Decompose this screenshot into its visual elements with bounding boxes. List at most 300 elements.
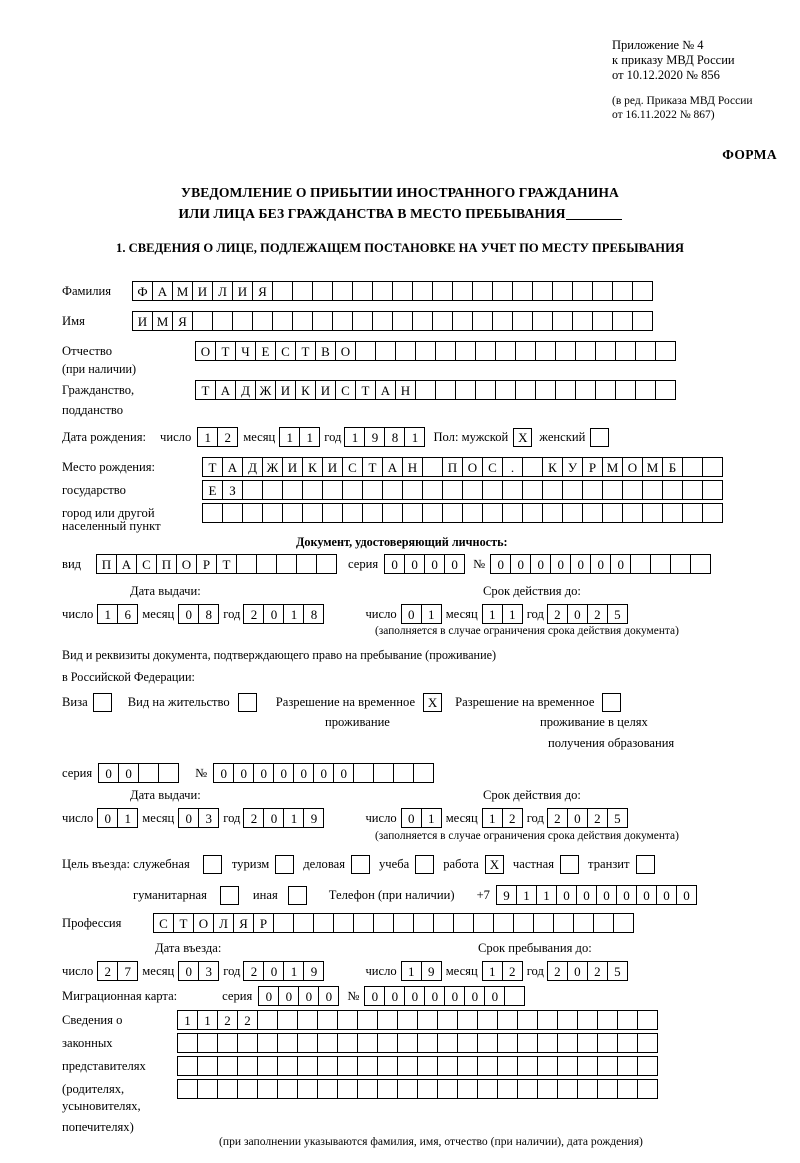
cell[interactable]: 5 bbox=[607, 604, 628, 624]
cell[interactable]: Т bbox=[295, 341, 316, 361]
cell[interactable]: Н bbox=[395, 380, 416, 400]
cell[interactable]: . bbox=[502, 457, 523, 477]
cell[interactable] bbox=[192, 311, 213, 331]
cell[interactable]: 1 bbox=[177, 1010, 198, 1030]
cell[interactable] bbox=[637, 1033, 658, 1053]
cell[interactable] bbox=[357, 1010, 378, 1030]
cell[interactable] bbox=[537, 1033, 558, 1053]
cell[interactable]: 8 bbox=[198, 604, 219, 624]
cell[interactable] bbox=[313, 913, 334, 933]
cell[interactable] bbox=[382, 503, 403, 523]
cell[interactable]: О bbox=[176, 554, 197, 574]
cell[interactable] bbox=[482, 480, 503, 500]
cell[interactable] bbox=[542, 480, 563, 500]
cell[interactable] bbox=[355, 341, 376, 361]
cell[interactable]: 1 bbox=[283, 808, 304, 828]
cell[interactable]: П bbox=[442, 457, 463, 477]
cell[interactable] bbox=[237, 1056, 258, 1076]
cell[interactable]: 0 bbox=[484, 986, 505, 1006]
patronymic-input[interactable] bbox=[195, 341, 675, 361]
cell[interactable] bbox=[372, 281, 393, 301]
entry-year-input[interactable] bbox=[243, 961, 323, 981]
cell[interactable]: З bbox=[222, 480, 243, 500]
cell[interactable] bbox=[332, 311, 353, 331]
cell[interactable] bbox=[622, 480, 643, 500]
cell[interactable] bbox=[257, 1079, 278, 1099]
citizenship-input[interactable] bbox=[195, 380, 675, 400]
cell[interactable]: 0 bbox=[444, 986, 465, 1006]
cell[interactable]: А bbox=[116, 554, 137, 574]
cell[interactable]: Т bbox=[355, 380, 376, 400]
cell[interactable] bbox=[437, 1056, 458, 1076]
cell[interactable]: 0 bbox=[567, 808, 588, 828]
cell[interactable]: 1 bbox=[97, 604, 118, 624]
profession-input[interactable] bbox=[153, 913, 633, 933]
cell[interactable] bbox=[217, 1033, 238, 1053]
cell[interactable] bbox=[375, 341, 396, 361]
cell[interactable]: 9 bbox=[364, 427, 385, 447]
cell[interactable] bbox=[472, 311, 493, 331]
cell[interactable] bbox=[477, 1010, 498, 1030]
cell[interactable]: А bbox=[382, 457, 403, 477]
stay-month-input[interactable] bbox=[482, 961, 522, 981]
cell[interactable] bbox=[617, 1033, 638, 1053]
cell[interactable] bbox=[197, 1033, 218, 1053]
cell[interactable] bbox=[493, 913, 514, 933]
cell[interactable]: 0 bbox=[444, 554, 465, 574]
permit-number-input[interactable] bbox=[213, 763, 433, 783]
cell[interactable] bbox=[342, 480, 363, 500]
cell[interactable]: Р bbox=[582, 457, 603, 477]
cell[interactable] bbox=[532, 311, 553, 331]
cell[interactable]: 0 bbox=[98, 763, 119, 783]
cell[interactable]: П bbox=[96, 554, 117, 574]
cell[interactable] bbox=[655, 380, 676, 400]
cell[interactable] bbox=[617, 1010, 638, 1030]
cell[interactable] bbox=[413, 913, 434, 933]
cell[interactable]: 0 bbox=[464, 986, 485, 1006]
cell[interactable] bbox=[593, 913, 614, 933]
cell[interactable]: 3 bbox=[198, 808, 219, 828]
cell[interactable] bbox=[577, 1056, 598, 1076]
permit-issue-day-input[interactable] bbox=[97, 808, 137, 828]
doc-issue-day-input[interactable] bbox=[97, 604, 137, 624]
cell[interactable]: 0 bbox=[178, 961, 199, 981]
cell[interactable]: Е bbox=[202, 480, 223, 500]
cell[interactable]: 0 bbox=[178, 808, 199, 828]
cell[interactable] bbox=[217, 1079, 238, 1099]
cell[interactable] bbox=[435, 341, 456, 361]
stay-day-input[interactable] bbox=[401, 961, 441, 981]
cell[interactable]: 2 bbox=[587, 604, 608, 624]
cell[interactable] bbox=[392, 311, 413, 331]
cell[interactable] bbox=[352, 311, 373, 331]
cell[interactable]: 1 bbox=[299, 427, 320, 447]
cell[interactable] bbox=[412, 311, 433, 331]
cell[interactable]: 2 bbox=[217, 427, 238, 447]
cell[interactable]: 0 bbox=[567, 961, 588, 981]
cell[interactable] bbox=[457, 1079, 478, 1099]
cell[interactable]: К bbox=[302, 457, 323, 477]
cell[interactable] bbox=[353, 913, 374, 933]
cell[interactable] bbox=[682, 503, 703, 523]
cell[interactable] bbox=[495, 341, 516, 361]
phone-input[interactable] bbox=[496, 885, 696, 905]
cell[interactable]: 2 bbox=[237, 1010, 258, 1030]
cell[interactable]: 1 bbox=[421, 808, 442, 828]
cell[interactable] bbox=[377, 1033, 398, 1053]
cell[interactable]: Д bbox=[235, 380, 256, 400]
cell[interactable]: 3 bbox=[198, 961, 219, 981]
cell[interactable]: О bbox=[622, 457, 643, 477]
cell[interactable] bbox=[455, 341, 476, 361]
cell[interactable] bbox=[415, 341, 436, 361]
cell[interactable]: Я bbox=[233, 913, 254, 933]
cell[interactable] bbox=[357, 1056, 378, 1076]
cell[interactable]: 0 bbox=[258, 986, 279, 1006]
cell[interactable] bbox=[257, 1033, 278, 1053]
cell[interactable] bbox=[537, 1056, 558, 1076]
sex-male-checkbox[interactable]: Х bbox=[513, 428, 532, 447]
cell[interactable]: Т bbox=[173, 913, 194, 933]
purpose-work-checkbox[interactable]: Х bbox=[485, 855, 504, 874]
cell[interactable] bbox=[138, 763, 159, 783]
cell[interactable]: 0 bbox=[596, 885, 617, 905]
cell[interactable] bbox=[572, 281, 593, 301]
cell[interactable] bbox=[555, 380, 576, 400]
cell[interactable]: 7 bbox=[117, 961, 138, 981]
sex-female-checkbox[interactable] bbox=[590, 428, 609, 447]
cell[interactable] bbox=[492, 311, 513, 331]
cell[interactable]: 1 bbox=[404, 427, 425, 447]
cell[interactable] bbox=[517, 1033, 538, 1053]
cell[interactable] bbox=[492, 281, 513, 301]
migration-number-input[interactable] bbox=[364, 986, 524, 1006]
cell[interactable]: Б bbox=[662, 457, 683, 477]
cell[interactable]: А bbox=[375, 380, 396, 400]
permit-issue-year-input[interactable] bbox=[243, 808, 323, 828]
cell[interactable]: 0 bbox=[263, 961, 284, 981]
cell[interactable] bbox=[577, 1079, 598, 1099]
cell[interactable] bbox=[337, 1010, 358, 1030]
cell[interactable] bbox=[262, 503, 283, 523]
cell[interactable] bbox=[577, 1033, 598, 1053]
cell[interactable] bbox=[537, 1079, 558, 1099]
cell[interactable] bbox=[562, 480, 583, 500]
entry-month-input[interactable] bbox=[178, 961, 218, 981]
cell[interactable] bbox=[582, 503, 603, 523]
cell[interactable] bbox=[613, 913, 634, 933]
cell[interactable]: 0 bbox=[570, 554, 591, 574]
cell[interactable] bbox=[452, 311, 473, 331]
cell[interactable]: 1 bbox=[197, 427, 218, 447]
cell[interactable] bbox=[197, 1079, 218, 1099]
cell[interactable] bbox=[417, 1033, 438, 1053]
doc-valid-year-input[interactable] bbox=[547, 604, 627, 624]
cell[interactable] bbox=[377, 1056, 398, 1076]
cell[interactable] bbox=[497, 1056, 518, 1076]
cell[interactable]: И bbox=[282, 457, 303, 477]
cell[interactable] bbox=[177, 1033, 198, 1053]
cell[interactable] bbox=[392, 281, 413, 301]
cell[interactable]: 2 bbox=[587, 808, 608, 828]
cell[interactable] bbox=[615, 341, 636, 361]
cell[interactable]: Т bbox=[202, 457, 223, 477]
cell[interactable]: 2 bbox=[547, 808, 568, 828]
cell[interactable]: 0 bbox=[567, 604, 588, 624]
cell[interactable]: С bbox=[153, 913, 174, 933]
cell[interactable] bbox=[597, 1010, 618, 1030]
cell[interactable] bbox=[422, 503, 443, 523]
cell[interactable] bbox=[522, 457, 543, 477]
permit-issue-month-input[interactable] bbox=[178, 808, 218, 828]
cell[interactable] bbox=[637, 1010, 658, 1030]
cell[interactable]: 0 bbox=[550, 554, 571, 574]
cell[interactable]: 8 bbox=[384, 427, 405, 447]
cell[interactable] bbox=[373, 913, 394, 933]
cell[interactable]: 0 bbox=[278, 986, 299, 1006]
cell[interactable]: 0 bbox=[233, 763, 254, 783]
cell[interactable] bbox=[457, 1056, 478, 1076]
purpose-business-checkbox[interactable] bbox=[351, 855, 370, 874]
cell[interactable]: 0 bbox=[178, 604, 199, 624]
cell[interactable]: 5 bbox=[607, 808, 628, 828]
cell[interactable] bbox=[462, 480, 483, 500]
cell[interactable] bbox=[273, 913, 294, 933]
cell[interactable] bbox=[302, 503, 323, 523]
cell[interactable] bbox=[495, 380, 516, 400]
cell[interactable] bbox=[557, 1056, 578, 1076]
cell[interactable] bbox=[632, 311, 653, 331]
cell[interactable] bbox=[575, 380, 596, 400]
cell[interactable]: С bbox=[335, 380, 356, 400]
cell[interactable]: 0 bbox=[404, 986, 425, 1006]
cell[interactable] bbox=[237, 1033, 258, 1053]
doc-valid-day-input[interactable] bbox=[401, 604, 441, 624]
cell[interactable] bbox=[442, 503, 463, 523]
permit-valid-year-input[interactable] bbox=[547, 808, 627, 828]
birth-month-input[interactable] bbox=[279, 427, 319, 447]
cell[interactable]: 0 bbox=[97, 808, 118, 828]
cell[interactable] bbox=[277, 1056, 298, 1076]
cell[interactable] bbox=[437, 1033, 458, 1053]
cell[interactable]: Е bbox=[255, 341, 276, 361]
cell[interactable] bbox=[475, 341, 496, 361]
cell[interactable]: 1 bbox=[344, 427, 365, 447]
cell[interactable]: 0 bbox=[318, 986, 339, 1006]
cell[interactable]: О bbox=[195, 341, 216, 361]
cell[interactable]: С bbox=[342, 457, 363, 477]
cell[interactable] bbox=[650, 554, 671, 574]
cell[interactable] bbox=[282, 480, 303, 500]
cell[interactable]: 2 bbox=[217, 1010, 238, 1030]
cell[interactable] bbox=[572, 311, 593, 331]
cell[interactable] bbox=[397, 1056, 418, 1076]
cell[interactable] bbox=[232, 311, 253, 331]
cell[interactable] bbox=[635, 380, 656, 400]
cell[interactable]: 1 bbox=[197, 1010, 218, 1030]
cell[interactable]: С bbox=[275, 341, 296, 361]
cell[interactable]: П bbox=[156, 554, 177, 574]
cell[interactable] bbox=[442, 480, 463, 500]
cell[interactable] bbox=[197, 1056, 218, 1076]
cell[interactable]: Р bbox=[253, 913, 274, 933]
cell[interactable] bbox=[537, 1010, 558, 1030]
cell[interactable] bbox=[515, 380, 536, 400]
cell[interactable] bbox=[502, 480, 523, 500]
cell[interactable] bbox=[670, 554, 691, 574]
cell[interactable] bbox=[357, 1033, 378, 1053]
cell[interactable] bbox=[333, 913, 354, 933]
cell[interactable]: В bbox=[315, 341, 336, 361]
cell[interactable]: Д bbox=[242, 457, 263, 477]
cell[interactable]: К bbox=[295, 380, 316, 400]
cell[interactable]: 1 bbox=[516, 885, 537, 905]
cell[interactable]: Я bbox=[172, 311, 193, 331]
cell[interactable] bbox=[592, 311, 613, 331]
stay-year-input[interactable] bbox=[547, 961, 627, 981]
permit-series-input[interactable] bbox=[98, 763, 178, 783]
cell[interactable]: Ж bbox=[262, 457, 283, 477]
cell[interactable]: Т bbox=[195, 380, 216, 400]
cell[interactable]: 9 bbox=[496, 885, 517, 905]
cell[interactable] bbox=[582, 480, 603, 500]
cell[interactable] bbox=[455, 380, 476, 400]
edu-residence-checkbox[interactable] bbox=[602, 693, 621, 712]
cell[interactable] bbox=[397, 1033, 418, 1053]
cell[interactable] bbox=[555, 341, 576, 361]
cell[interactable] bbox=[252, 311, 273, 331]
cell[interactable] bbox=[382, 480, 403, 500]
cell[interactable] bbox=[422, 457, 443, 477]
cell[interactable] bbox=[517, 1010, 538, 1030]
cell[interactable] bbox=[433, 913, 454, 933]
cell[interactable]: 2 bbox=[502, 961, 523, 981]
cell[interactable] bbox=[535, 341, 556, 361]
legal-rep-input-line2[interactable] bbox=[177, 1033, 657, 1053]
cell[interactable] bbox=[322, 480, 343, 500]
cell[interactable] bbox=[422, 480, 443, 500]
cell[interactable]: 0 bbox=[610, 554, 631, 574]
cell[interactable] bbox=[393, 913, 414, 933]
cell[interactable] bbox=[595, 380, 616, 400]
cell[interactable]: Т bbox=[216, 554, 237, 574]
cell[interactable] bbox=[497, 1033, 518, 1053]
cell[interactable] bbox=[622, 503, 643, 523]
cell[interactable] bbox=[413, 763, 434, 783]
cell[interactable] bbox=[642, 503, 663, 523]
cell[interactable] bbox=[617, 1056, 638, 1076]
cell[interactable]: М bbox=[172, 281, 193, 301]
cell[interactable] bbox=[317, 1079, 338, 1099]
cell[interactable]: 2 bbox=[243, 808, 264, 828]
birth-day-input[interactable] bbox=[197, 427, 237, 447]
cell[interactable] bbox=[332, 281, 353, 301]
cell[interactable] bbox=[297, 1079, 318, 1099]
cell[interactable]: 0 bbox=[490, 554, 511, 574]
cell[interactable]: 0 bbox=[364, 986, 385, 1006]
cell[interactable]: У bbox=[562, 457, 583, 477]
cell[interactable] bbox=[402, 503, 423, 523]
cell[interactable]: Ж bbox=[255, 380, 276, 400]
cell[interactable]: А bbox=[215, 380, 236, 400]
cell[interactable] bbox=[373, 763, 394, 783]
cell[interactable] bbox=[602, 480, 623, 500]
cell[interactable]: 0 bbox=[556, 885, 577, 905]
cell[interactable] bbox=[502, 503, 523, 523]
cell[interactable] bbox=[497, 1079, 518, 1099]
cell[interactable] bbox=[575, 341, 596, 361]
cell[interactable] bbox=[702, 457, 723, 477]
cell[interactable] bbox=[236, 554, 257, 574]
cell[interactable]: 8 bbox=[303, 604, 324, 624]
doc-type-input[interactable] bbox=[96, 554, 336, 574]
cell[interactable]: 0 bbox=[404, 554, 425, 574]
cell[interactable]: 0 bbox=[384, 986, 405, 1006]
cell[interactable] bbox=[592, 281, 613, 301]
cell[interactable] bbox=[342, 503, 363, 523]
cell[interactable]: 0 bbox=[293, 763, 314, 783]
cell[interactable] bbox=[317, 1010, 338, 1030]
cell[interactable]: 0 bbox=[510, 554, 531, 574]
cell[interactable] bbox=[282, 503, 303, 523]
permit-valid-day-input[interactable] bbox=[401, 808, 441, 828]
cell[interactable] bbox=[513, 913, 534, 933]
purpose-private-checkbox[interactable] bbox=[560, 855, 579, 874]
cell[interactable]: 1 bbox=[536, 885, 557, 905]
cell[interactable]: 1 bbox=[482, 808, 503, 828]
cell[interactable] bbox=[533, 913, 554, 933]
cell[interactable] bbox=[562, 503, 583, 523]
cell[interactable] bbox=[317, 1033, 338, 1053]
cell[interactable] bbox=[453, 913, 474, 933]
cell[interactable]: С bbox=[136, 554, 157, 574]
cell[interactable]: А bbox=[222, 457, 243, 477]
cell[interactable] bbox=[276, 554, 297, 574]
cell[interactable] bbox=[435, 380, 456, 400]
purpose-other-checkbox[interactable] bbox=[288, 886, 307, 905]
cell[interactable]: М bbox=[152, 311, 173, 331]
cell[interactable] bbox=[473, 913, 494, 933]
cell[interactable] bbox=[362, 480, 383, 500]
cell[interactable] bbox=[337, 1079, 358, 1099]
cell[interactable] bbox=[432, 311, 453, 331]
purpose-tourism-checkbox[interactable] bbox=[275, 855, 294, 874]
cell[interactable]: 0 bbox=[636, 885, 657, 905]
purpose-study-checkbox[interactable] bbox=[415, 855, 434, 874]
cell[interactable] bbox=[272, 311, 293, 331]
cell[interactable] bbox=[472, 281, 493, 301]
cell[interactable]: 0 bbox=[263, 604, 284, 624]
cell[interactable]: И bbox=[315, 380, 336, 400]
cell[interactable]: О bbox=[193, 913, 214, 933]
cell[interactable] bbox=[437, 1010, 458, 1030]
cell[interactable] bbox=[393, 763, 414, 783]
temp-residence-checkbox[interactable]: Х bbox=[423, 693, 442, 712]
cell[interactable] bbox=[662, 480, 683, 500]
cell[interactable]: И bbox=[275, 380, 296, 400]
cell[interactable]: 2 bbox=[547, 604, 568, 624]
cell[interactable] bbox=[312, 281, 333, 301]
cell[interactable] bbox=[612, 281, 633, 301]
cell[interactable]: 2 bbox=[243, 961, 264, 981]
cell[interactable] bbox=[293, 913, 314, 933]
cell[interactable] bbox=[630, 554, 651, 574]
cell[interactable] bbox=[552, 281, 573, 301]
cell[interactable] bbox=[662, 503, 683, 523]
cell[interactable] bbox=[632, 281, 653, 301]
cell[interactable] bbox=[292, 281, 313, 301]
